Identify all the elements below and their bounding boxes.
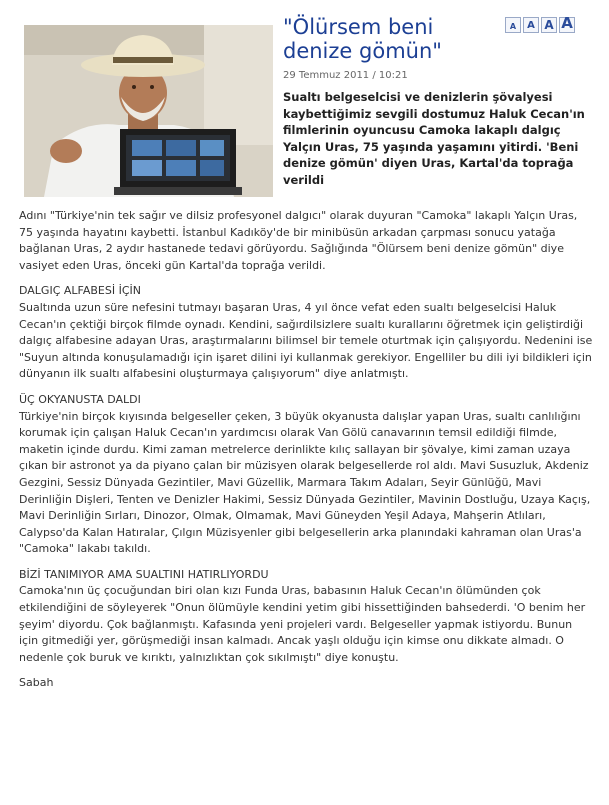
article-source: Sabah xyxy=(19,676,54,690)
font-size-medium-button[interactable]: A xyxy=(541,17,557,33)
intro-paragraph: Adını "Türkiye'nin tek sağır ve dilsiz profesyonel dalgıcı" olarak duyuran "Camoka" lakaplı Yalçın Uras, 75 yaşında hayatını kaybetti. İstanbul Kadıköy'de bir minibüsün arkadan çarpması sonucu yatağa bağlanan Uras, 2 aydır hastanede tedavi görüyordu. Sağlığında "Ölürsem beni denize gömün" diye vasiyet eden Uras, önceki gün Kartal'da toprağa verildi. xyxy=(19,209,578,272)
article-date: 29 Temmuz 2011 / 10:21 xyxy=(283,70,408,81)
section-heading: DALGIÇ ALFABESİ İÇİN xyxy=(19,284,141,298)
font-size-controls xyxy=(505,14,575,33)
font-size-small-button[interactable]: A xyxy=(523,17,539,33)
article-title: "Ölürsem beni denize gömün" xyxy=(283,15,442,63)
font-size-large-button[interactable]: A xyxy=(559,17,575,33)
section-paragraph: Camoka'nın üç çocuğundan biri olan kızı Funda Uras, babasının Haluk Cecan'ın ölümünden çok etkilendiğini de söyleyerek "Onun ölümüyle kendini yetim gibi hissettiğinden bahsederdi. 'O benim her şeyim' diyordu. Çok bağlanmıştı. Kafasında yeni projeleri vardı. Belgeseller yapmak istiyordu. Bunun için gitmediği yer, görüşmediği insan kalmadı. Ancak yaşlı olduğu için kimse onu dikkate almadı. O nedenle çok buruk ve kırıktı, yalnızlıktan çok sıkılmıştı" diye konuştu. xyxy=(19,584,586,664)
diver-portrait-image xyxy=(24,25,273,197)
section-paragraph: Türkiye'nin birçok kıyısında belgeseller çeken, 3 büyük okyanusta dalışlar yapan Uras, sualtı canlılığını korumak için çalışan Haluk Cecan'ın yardımcısı olarak Van Gölü canavarının temsil edildiği filmde, maketin içinde durdu. Kimi zaman metrelerce derinlikte kılıç sallayan bir şövalye, kimi zaman uzaya çıkan bir astronot ya da piyano çalan bir müzisyen olarak belgesellerde rol aldı. Mavi Susuzluk, Akdeniz Gezgini, Sessiz Dünyada Gezintiler, Mavi Güzellik, Marmara Takım Adaları, Seyir Günlüğü, Mavi Derinliğin Dişleri, Tenten ve Denizler Hakimi, Sessiz Dünyada Gezintiler, Mavinin Dostluğu, Uzaya Kaçış, Mavi Derinliğin Sırları, Dinozor, Olmak, Olmamak, Mavi Güneyden Yeşil Adaya, Mahşerin Atlıları, Calypso'da Kalan Hatıralar, Çılgın Müzisyenler gibi belgesellerin arka planındaki kahraman olan Uras'a "Camoka" lakabı takıldı. xyxy=(19,409,591,556)
section-heading: BİZİ TANIMIYOR AMA SUALTINI HATIRLIYORDU xyxy=(19,567,269,581)
article-spot: Sualtı belgeselcisi ve denizlerin şövalyesi kaybettiğimiz sevgili dostumuz Haluk Cecan'ın filmlerinin oyuncusu Camoka lakaplı dalgıç Yalçın Uras, 75 yaşında yaşamını yitirdi. 'Beni denize gömün' diyen Uras, Kartal'da toprağa verildi xyxy=(283,90,585,187)
article-photo xyxy=(24,25,273,197)
article-body xyxy=(19,208,594,692)
section-paragraph: Sualtında uzun süre nefesini tutmayı başaran Uras, 4 yıl önce vefat eden sualtı belgeselcisi Haluk Cecan'ın çektiği birçok filmde oynadı. Kendini, sağırdilsizlere sualtı kurallarını öğretmek için geliştirdiği dalgıç alfabesine adayan Uras, araştırmalarını bilimsel bir temele oturtmak için çalışıyordu. Nedenini ise "Suyun altında konuşulamadığı için işaret dilini iyi kullanmak gerekiyor. Engelliler bu dili iyi bildikleri için dünyanın ilk sualtı alfabesini oluşturmaya çalışıyorum" diye anlatmıştı. xyxy=(19,300,593,381)
section-heading: ÜÇ OKYANUSTA DALDI xyxy=(19,392,141,406)
font-size-smallest-button[interactable]: A xyxy=(505,17,521,33)
